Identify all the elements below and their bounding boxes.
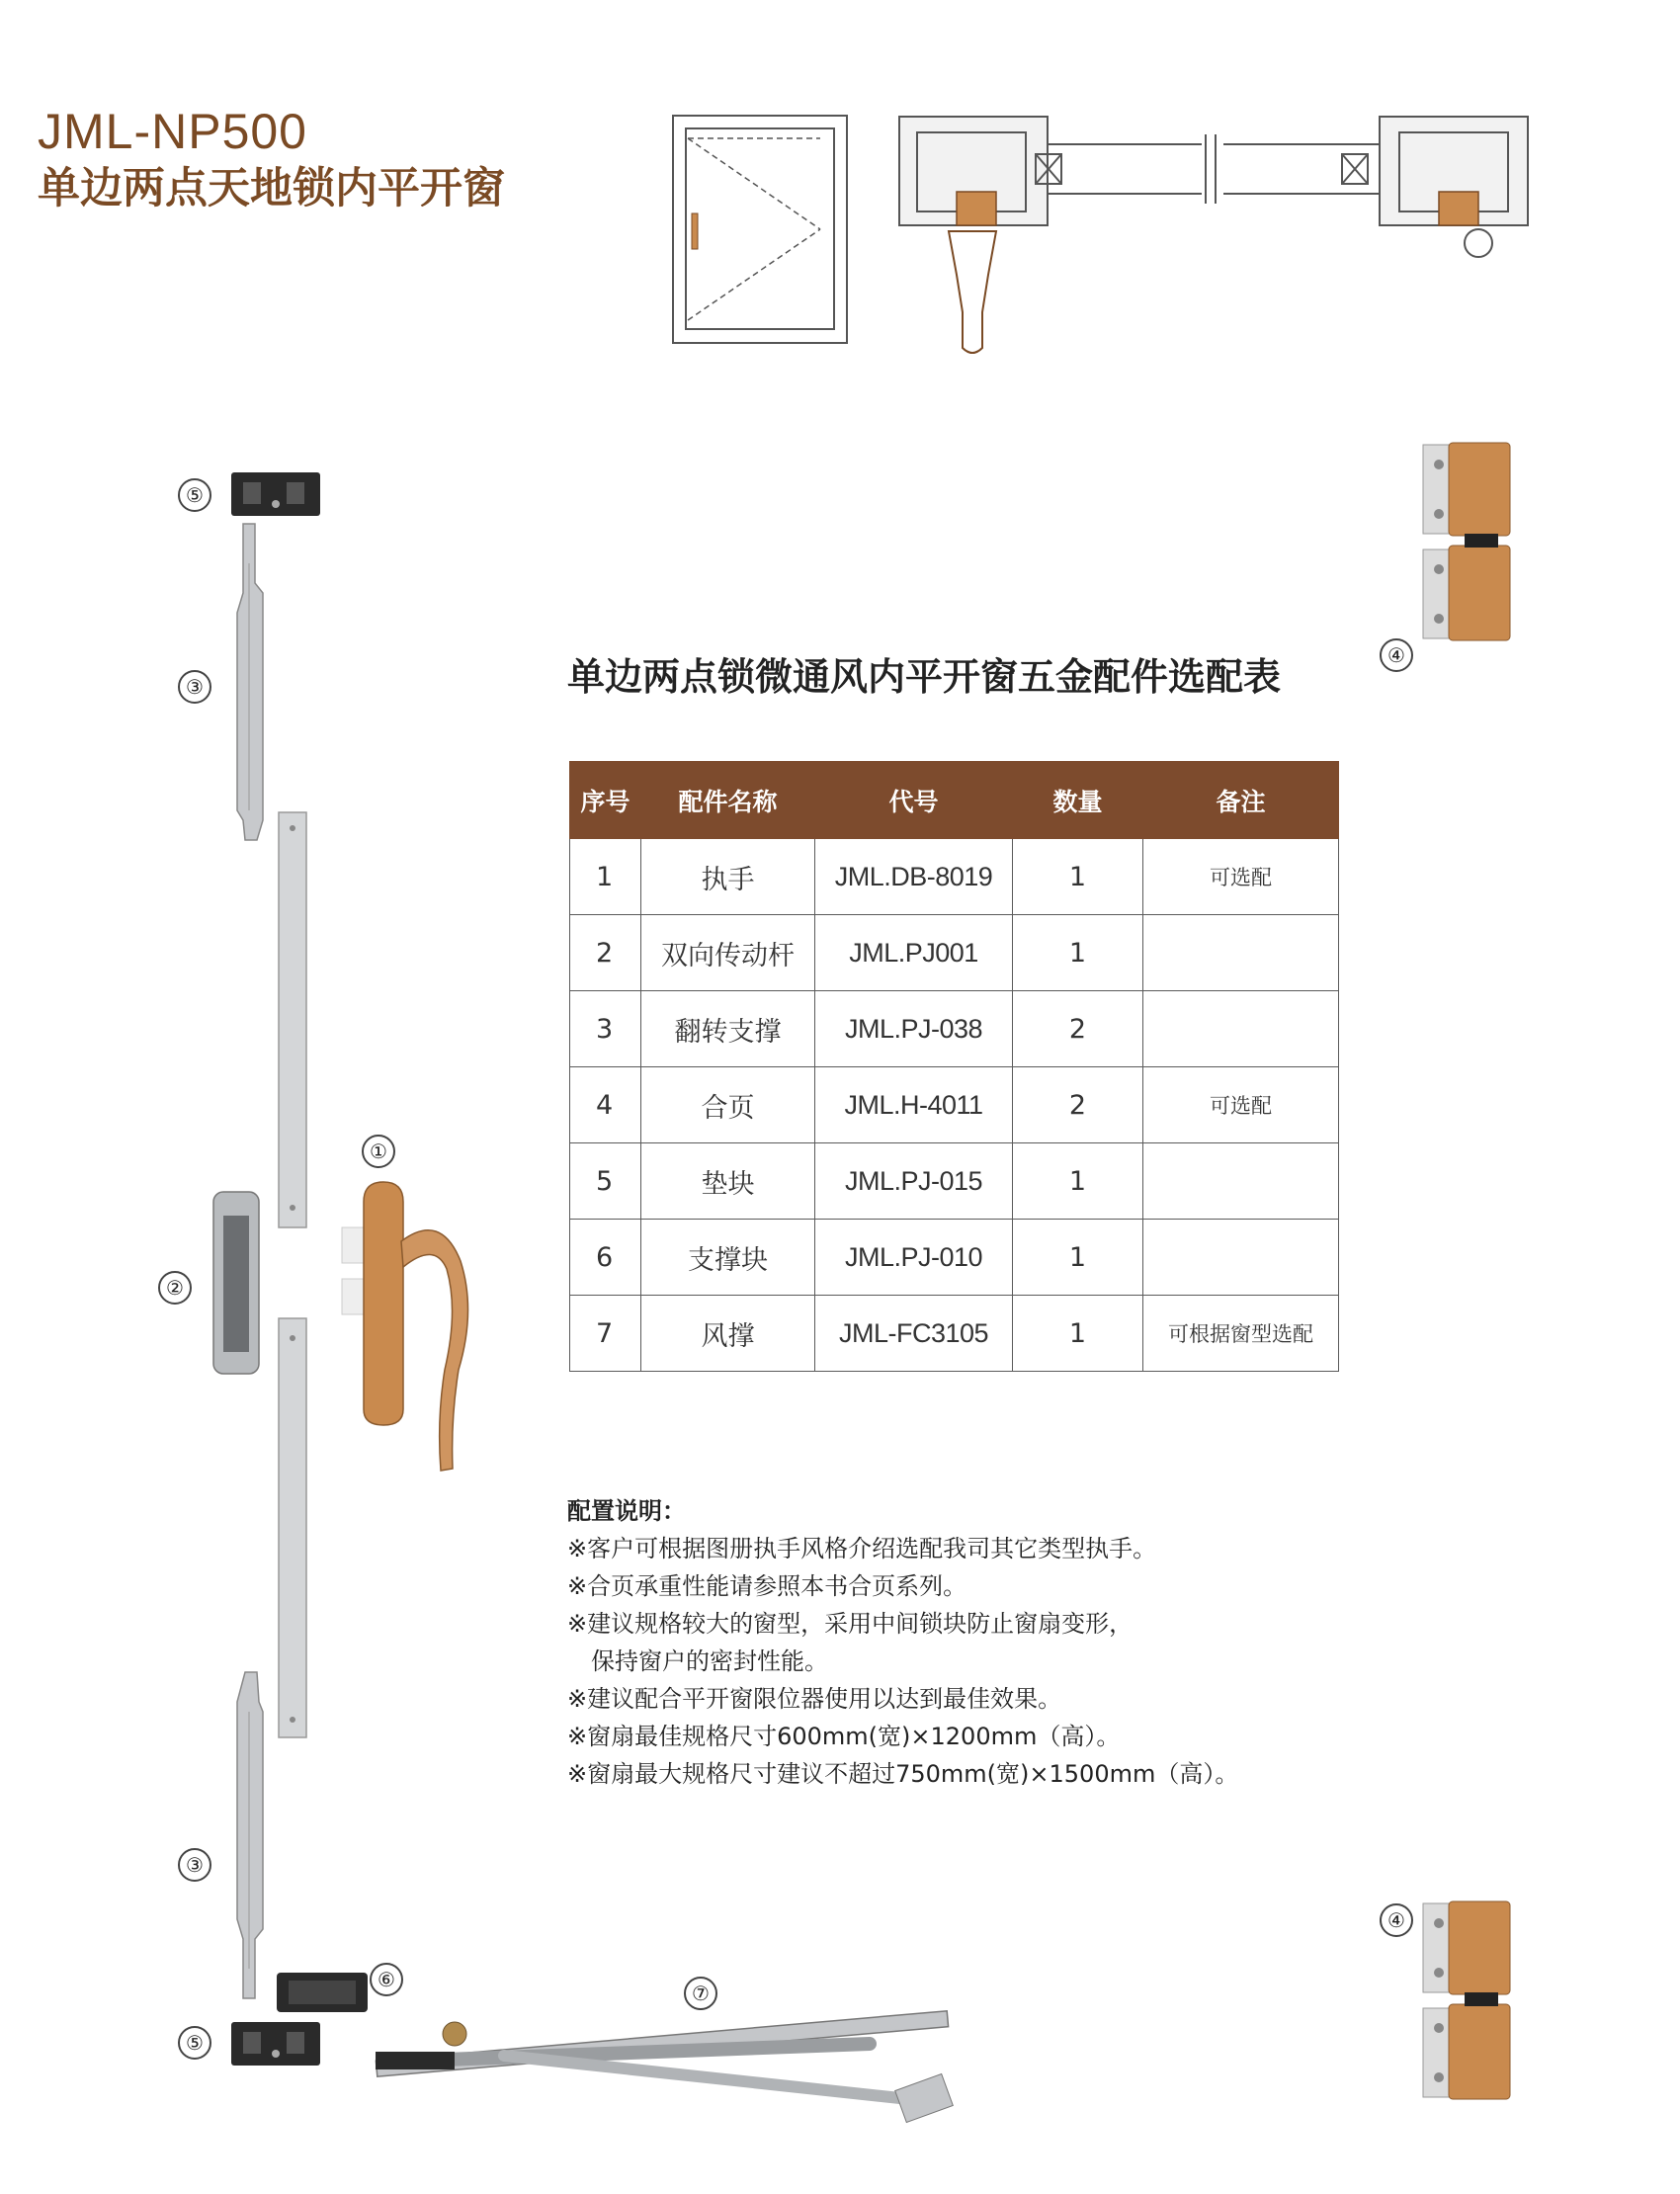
remark-cell	[1143, 915, 1339, 991]
notes-heading: 配置说明：	[567, 1497, 686, 1525]
table-row	[570, 1067, 1339, 1143]
part-code-cell: JML.DB-8019	[815, 839, 1013, 915]
row-number-cell: 1	[570, 839, 641, 915]
part-code-cell: JML.PJ-010	[815, 1220, 1013, 1296]
remark-cell: 可根据窗型选配	[1143, 1296, 1339, 1372]
table-row	[570, 991, 1339, 1067]
handle-image	[342, 1172, 490, 1478]
callout-7: ⑦	[684, 1977, 717, 2010]
flip-support-bottom-image	[233, 1672, 273, 1998]
quantity-cell: 1	[1013, 839, 1143, 915]
part-name-cell: 翻转支撑	[641, 991, 815, 1067]
table-row	[570, 1220, 1339, 1296]
table-title: 单边两点锁微通风内平开窗五金配件选配表	[567, 655, 1282, 699]
remark-cell	[1143, 991, 1339, 1067]
remark-cell	[1143, 1220, 1339, 1296]
table-row	[570, 1143, 1339, 1220]
callout-2: ②	[158, 1271, 192, 1305]
model-number: JML-NP500	[38, 104, 307, 159]
callout-5-bottom: ⑤	[178, 2026, 211, 2060]
row-number-cell: 4	[570, 1067, 641, 1143]
remark-cell: 可选配	[1143, 1067, 1339, 1143]
note-line: ※窗扇最佳规格尺寸600mm(宽)×1200mm（高）。	[567, 1723, 1121, 1750]
note-line: 保持窗户的密封性能。	[591, 1647, 828, 1675]
part-name-cell: 支撑块	[641, 1220, 815, 1296]
hinge-bottom-image	[1419, 1899, 1514, 2101]
callout-6: ⑥	[370, 1963, 403, 1996]
part-code-cell: JML-FC3105	[815, 1296, 1013, 1372]
note-line: ※建议配合平开窗限位器使用以达到最佳效果。	[567, 1685, 1062, 1713]
window-elevation-diagram	[672, 115, 848, 344]
profile-section-diagram	[897, 115, 1530, 362]
callout-4-bottom: ④	[1380, 1903, 1413, 1937]
note-line: ※建议规格较大的窗型，采用中间锁块防止窗扇变形，	[567, 1610, 1134, 1638]
quantity-cell: 2	[1013, 1067, 1143, 1143]
column-header: 备注	[1143, 762, 1339, 839]
quantity-cell: 2	[1013, 991, 1143, 1067]
table-header-row	[570, 762, 1339, 839]
column-header: 数量	[1013, 762, 1143, 839]
quantity-cell: 1	[1013, 915, 1143, 991]
column-header: 代号	[815, 762, 1013, 839]
pad-block-top-image	[231, 472, 320, 516]
pad-block-bottom-image	[231, 2022, 320, 2066]
note-line: ※窗扇最大规格尺寸建议不超过750mm(宽)×1500mm（高）。	[567, 1760, 1239, 1788]
part-code-cell: JML.H-4011	[815, 1067, 1013, 1143]
row-number-cell: 3	[570, 991, 641, 1067]
part-code-cell: JML.PJ-015	[815, 1143, 1013, 1220]
part-name-cell: 合页	[641, 1067, 815, 1143]
part-code-cell: JML.PJ-038	[815, 991, 1013, 1067]
part-name-cell: 风撑	[641, 1296, 815, 1372]
flip-support-top-image	[233, 524, 273, 850]
callout-1: ①	[362, 1135, 395, 1168]
part-name-cell: 执手	[641, 839, 815, 915]
callout-3-top: ③	[178, 670, 211, 704]
table-row	[570, 915, 1339, 991]
callout-4-top: ④	[1380, 638, 1413, 672]
part-name-cell: 垫块	[641, 1143, 815, 1220]
row-number-cell: 2	[570, 915, 641, 991]
table-row	[570, 1296, 1339, 1372]
quantity-cell: 1	[1013, 1220, 1143, 1296]
callout-3-bottom: ③	[178, 1848, 211, 1882]
note-line: ※合页承重性能请参照本书合页系列。	[567, 1572, 967, 1600]
parts-table	[569, 761, 1339, 1372]
column-header: 配件名称	[641, 762, 815, 839]
part-name-cell: 双向传动杆	[641, 915, 815, 991]
support-block-image	[277, 1973, 368, 2012]
table-row	[570, 839, 1339, 915]
hinge-top-image	[1419, 441, 1514, 642]
row-number-cell: 7	[570, 1296, 641, 1372]
row-number-cell: 6	[570, 1220, 641, 1296]
callout-5-top: ⑤	[178, 478, 211, 512]
quantity-cell: 1	[1013, 1296, 1143, 1372]
remark-cell	[1143, 1143, 1339, 1220]
friction-stay-image	[376, 2000, 968, 2129]
quantity-cell: 1	[1013, 1143, 1143, 1220]
column-header: 序号	[570, 762, 641, 839]
row-number-cell: 5	[570, 1143, 641, 1220]
part-code-cell: JML.PJ001	[815, 915, 1013, 991]
page-subtitle: 单边两点天地锁内平开窗	[38, 164, 505, 213]
transmission-rod-image	[210, 808, 318, 1747]
remark-cell: 可选配	[1143, 839, 1339, 915]
note-line: ※客户可根据图册执手风格介绍选配我司其它类型执手。	[567, 1535, 1157, 1562]
configuration-notes	[567, 1492, 1238, 1793]
